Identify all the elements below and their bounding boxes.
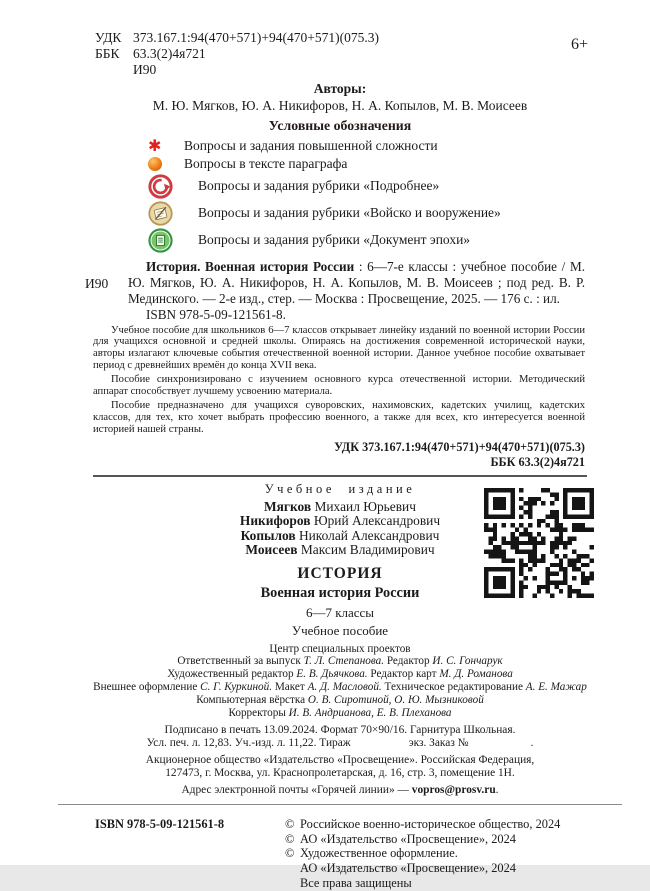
author-name: Никифоров Юрий Александрович (239, 513, 441, 529)
print-info-line: Усл. печ. л. 12,83. Уч.-изд. л. 11,22. Тираж экз. Заказ № . (146, 736, 534, 749)
bibliographic-block (0, 259, 650, 322)
udk-value: 373.167.1:94(470+571)+94(470+571)(075.3) (133, 30, 379, 45)
voysko-rubric-icon (148, 201, 173, 226)
isbn-footer: ISBN 978-5-09-121561-8 (95, 816, 225, 831)
copyright-block (285, 817, 585, 891)
udk-label: УДК (95, 30, 122, 45)
authors-heading: Авторы: (313, 81, 367, 97)
bibliographic-description: История. Военная история России : 6—7-е классы : учебное пособие / М. Ю. Мягков, Ю. А. Никифоров, Н. А. Копылов, М. В. Моисеев ; под ред. В. Р. Мединского. — 2-е изд., стер. — Москва : Просвещение, 2025. — 176 с. : ил. (128, 259, 585, 306)
annotation-paragraph: Пособие синхронизировано с изучением основного курса отечественной истории. Методический аппарат способствует лучшему усвоению материала. (93, 374, 585, 398)
grades-line: 6—7 классы (305, 604, 375, 620)
copyright-icon: © (285, 816, 295, 831)
legend-title: Условные обозначения (268, 118, 412, 134)
dokument-rubric-icon (148, 228, 173, 253)
projects-center-line: Центр специальных проектов (269, 642, 411, 655)
annotation-paragraph: Учебное пособие для школьников 6—7 классов открывает линейку изданий по военной истории России для учащихся основной и средней школы. Опираясь на достижения современной исторической науки, авторы излагают ключевые события отечественной военной истории. Данное учебное пособие охватывает период с древнейших времён до конца XVII века. (93, 324, 585, 372)
copyright-line: © АО «Издательство «Просвещение», 2024 (285, 831, 516, 846)
udk-bbk-right (0, 440, 585, 470)
copyright-icon: © (285, 831, 295, 846)
udk-right-line: УДК 373.167.1:94(470+571)+94(470+571)(075.3) (334, 439, 585, 454)
legend-item (148, 227, 650, 253)
credit-line: Ответственный за выпуск Т. Л. Степанова. Редактор И. С. Гончарук (177, 654, 503, 667)
book-title: ИСТОРИЯ (297, 564, 383, 582)
credit-line: Корректоры И. В. Андрианова, Е. В. Плеханова (228, 706, 452, 719)
legend-item-label: Вопросы и задания рубрики «Подробнее» (198, 178, 440, 194)
book-subtitle: Военная история России (260, 584, 420, 601)
footer-divider (58, 804, 622, 805)
index-code: И90 (133, 61, 157, 77)
legend-item (148, 173, 650, 199)
orange-dot-icon (148, 157, 162, 171)
staff-credits (93, 655, 587, 720)
index-code-line (95, 62, 650, 78)
bbk-right-line: ББК 63.3(2)4я721 (490, 454, 585, 469)
copyright-line: © Российское военно-историческое общество, 2024 (285, 816, 561, 831)
author-name: Копылов Николай Александрович (240, 527, 440, 543)
legend-item-label: Вопросы в тексте параграфа (184, 155, 348, 171)
legend-item (148, 200, 650, 226)
section-divider (93, 475, 587, 477)
index-code-margin: И90 (85, 276, 109, 292)
hotline-email-line: Адрес электронной почты «Горячей линии» — vopros@prosv.ru. (181, 783, 499, 796)
publisher-line: 127473, г. Москва, ул. Краснопролетарская, д. 16, стр. 3, помещение 1Н. (165, 766, 515, 779)
bbk-line (95, 46, 650, 62)
author-name: Мягков Михаил Юрьевич (264, 498, 416, 514)
legend-list (148, 137, 650, 253)
bbk-label: ББК (95, 45, 120, 61)
edition-block (0, 482, 650, 796)
footer (95, 817, 585, 891)
publisher-line: Акционерное общество «Издательство «Просвещение». Российская Федерация, (145, 753, 535, 766)
legend-item (148, 155, 650, 172)
legend-item-label: Вопросы и задания рубрики «Войско и вооружение» (198, 205, 501, 221)
legend-item-label: Вопросы и задания повышенной сложности (184, 137, 438, 153)
udk-line (95, 30, 650, 46)
red-asterisk-icon: ✱ (148, 135, 162, 155)
publisher-address (93, 754, 587, 780)
copyright-line: АО «Издательство «Просвещение», 2024 (300, 861, 516, 876)
bbk-value: 63.3(2)4я721 (133, 45, 206, 61)
age-rating-badge: 6+ (570, 36, 588, 53)
publication-type: Учебное пособие (291, 622, 389, 638)
copyright-icon: © (285, 846, 295, 861)
credit-line: Компьютерная вёрстка О. В. Сиротиной, О. Ю. Мызниковой (196, 693, 484, 706)
credit-line: Внешнее оформление С. Г. Куркиной. Макет А. Д. Масловой. Техническое редактирование А. Е. Мажар (93, 680, 587, 693)
copyright-line: © Художественное оформление. (285, 846, 458, 861)
qr-code (484, 488, 594, 598)
legend-item-label: Вопросы и задания рубрики «Документ эпохи» (198, 232, 471, 248)
isbn-line: ISBN 978-5-09-121561-8. (146, 306, 286, 322)
legend-item (148, 137, 650, 154)
print-info (93, 724, 587, 750)
classification-codes (95, 0, 650, 77)
author-name: Моисеев Максим Владимирович (245, 542, 435, 558)
annotation-paragraph: Пособие предназначено для учащихся суворовских, нахимовских, кадетских училищ, кадетских классов, для тех, кто хочет выбрать профессию военного, а также для всех, кто интересуется военной историей нашей страны. (93, 400, 585, 435)
podrobnee-rubric-icon (148, 174, 173, 199)
credit-line: Художественный редактор Е. В. Дьячкова. Редактор карт М. Д. Романова (167, 667, 513, 680)
edition-heading: Учебное издание (264, 481, 416, 496)
copyright-line: Все права защищены (300, 875, 412, 890)
print-info-line: Подписано в печать 13.09.2024. Формат 70×90/16. Гарнитура Школьная. (164, 723, 516, 736)
authors-line: М. Ю. Мягков, Ю. А. Никифоров, Н. А. Копылов, М. В. Моисеев (152, 98, 528, 114)
